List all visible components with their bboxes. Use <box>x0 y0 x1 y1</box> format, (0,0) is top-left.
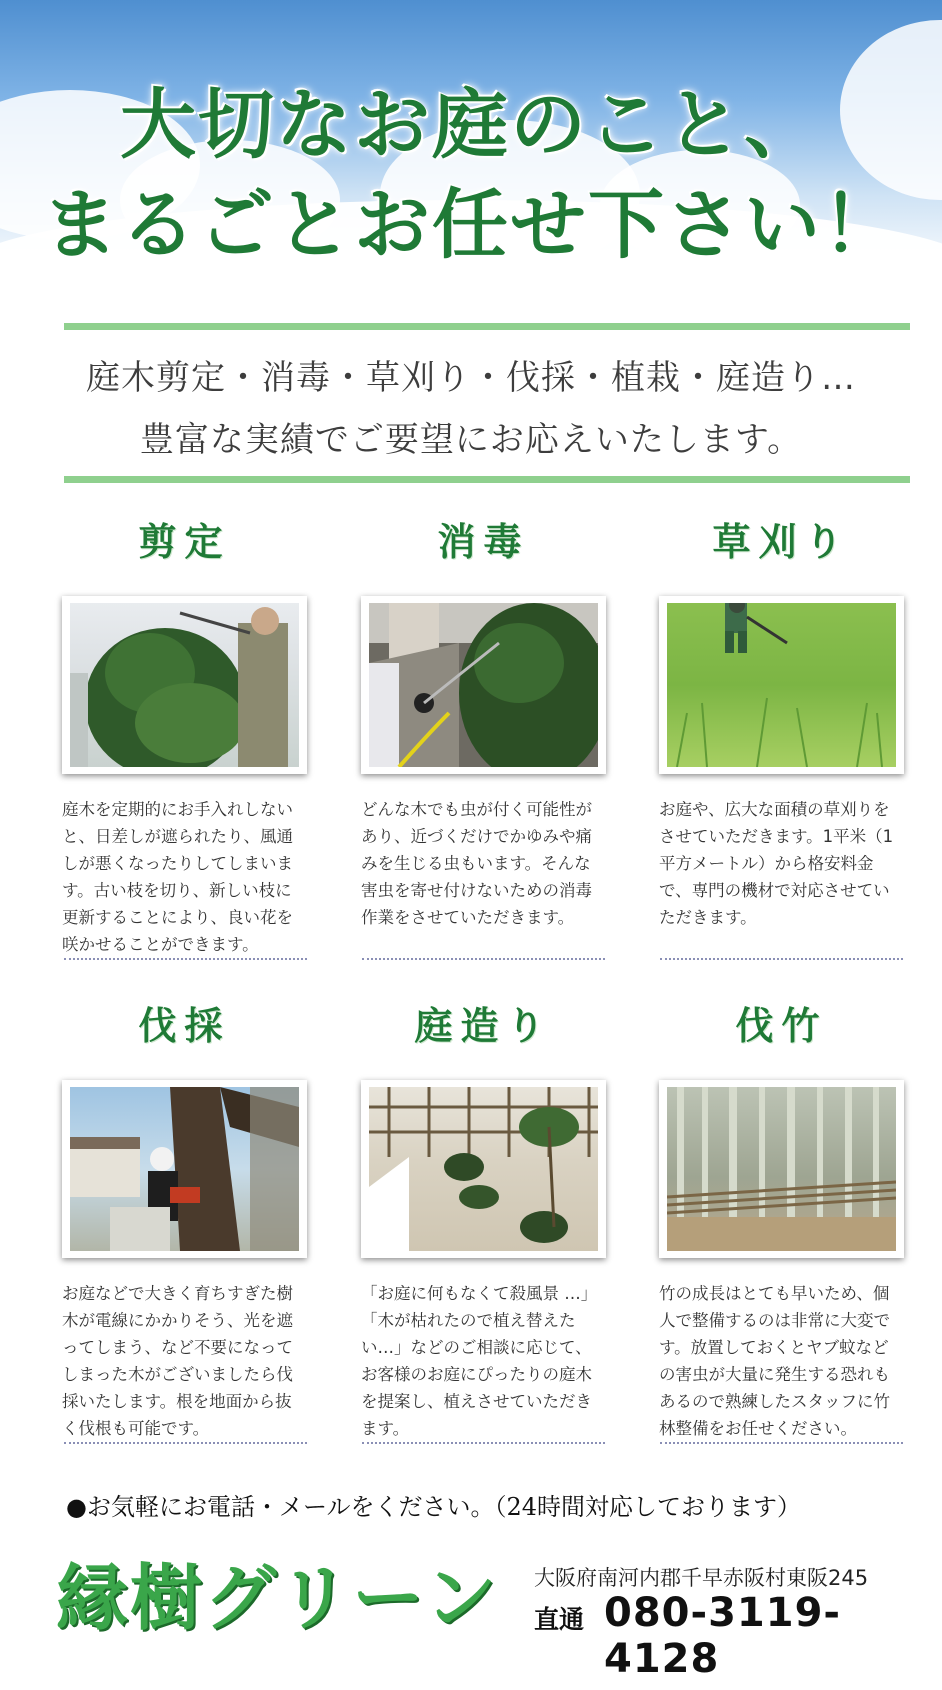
service-pruning <box>62 514 307 958</box>
service-title: 消毒 <box>437 519 530 564</box>
service-description: どんな木でも虫が付く可能性があり、近づくだけでかゆみや痛みを生じる虫もいます。そんな害虫を寄せ付けないための消毒作業をさせていただきます。 <box>361 800 592 927</box>
service-title: 剪定 <box>138 519 231 564</box>
service-mowing <box>659 514 904 931</box>
service-description: お庭や、広大な面積の草刈りをさせていただきます。1平米（1平方メートル）から格安料金で、専門の機材で対応させていただきます。 <box>659 800 894 927</box>
service-photo-garden-design <box>361 1080 606 1258</box>
service-photo-pruning <box>62 596 307 774</box>
phone-number[interactable]: 080-3119-4128 <box>604 1590 842 1682</box>
service-description: 「お庭に何もなくて殺風景 …」「木が枯れたので植え替えたい…」などのご相談に応じて、お客様のお庭にぴったりの庭木を提案し、植えさせていただきます。 <box>361 1284 598 1438</box>
intro-line-1: 庭木剪定・消毒・草刈り・伐採・植栽・庭造り… <box>86 358 856 398</box>
garden-design-illustration <box>369 1087 598 1251</box>
bamboo-illustration <box>667 1087 896 1251</box>
service-title: 草刈り <box>712 519 851 564</box>
service-title: 伐竹 <box>735 1003 828 1048</box>
dotted-divider <box>362 958 605 960</box>
service-title: 庭造り <box>414 1003 553 1048</box>
headline-line-2: まるごとお任せ下さい！ <box>42 180 900 269</box>
phone-label: 直通 <box>534 1605 585 1634</box>
pruning-illustration <box>70 603 299 767</box>
service-photo-mowing <box>659 596 904 774</box>
service-photo-bamboo-cutting <box>659 1080 904 1258</box>
dotted-divider <box>660 958 903 960</box>
dotted-divider <box>362 1442 605 1444</box>
divider-top <box>64 323 910 330</box>
dotted-divider <box>660 1442 903 1444</box>
headline-line-1: 大切なお庭のこと、 <box>120 80 822 169</box>
service-photo-felling <box>62 1080 307 1258</box>
company-logo: 縁樹グリーン <box>56 1556 499 1640</box>
service-photo-disinfection <box>361 596 606 774</box>
service-title: 伐採 <box>138 1003 231 1048</box>
intro-line-2: 豊富な実績でご要望にお応えいたします。 <box>139 420 803 460</box>
service-description: 庭木を定期的にお手入れしないと、日差しが遮られたり、風通しが悪くなったりしてしまいます。古い枝を切り、新しい枝に更新することにより、良い花を咲かせることができます。 <box>62 800 293 954</box>
service-description: 竹の成長はとても早いため、個人で整備するのは非常に大変です。放置しておくとヤブ蚊などの害虫が大量に発生する恐れもあるので熟練したスタッフに竹林整備をお任せください。 <box>659 1284 890 1438</box>
contact-note: ●お気軽にお電話・メールをください。（24時間対応しております） <box>66 1493 801 1521</box>
service-garden-design <box>361 998 606 1442</box>
service-bamboo-cutting <box>659 998 904 1442</box>
service-description: お庭などで大きく育ちすぎた樹木が電線にかかりそう、光を遮ってしまう、など不要になってしまった木がございましたら伐採いたします。根を地面から抜く伐根も可能です。 <box>62 1284 293 1438</box>
service-disinfection <box>361 514 606 931</box>
company-address: 大阪府南河内郡千早赤阪村東阪245 <box>534 1566 869 1590</box>
dotted-divider <box>64 958 307 960</box>
dotted-divider <box>64 1442 307 1444</box>
felling-illustration <box>70 1087 299 1251</box>
service-felling <box>62 998 307 1442</box>
divider-bottom <box>64 476 910 483</box>
mowing-illustration <box>667 603 896 767</box>
disinfection-illustration <box>369 603 598 767</box>
